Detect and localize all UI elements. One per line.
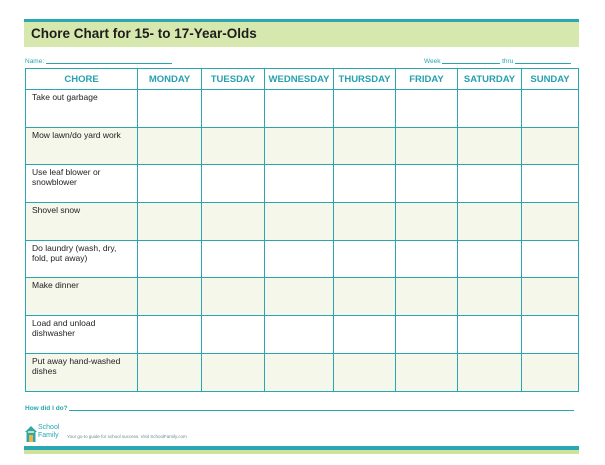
check-cell-thursday[interactable] [334, 278, 396, 316]
check-cell-sunday[interactable] [522, 90, 579, 128]
how-did-i-do [25, 403, 574, 412]
table-row [26, 316, 579, 354]
check-cell-sunday[interactable] [522, 240, 579, 278]
chore-cell [26, 278, 138, 316]
check-cell-tuesday[interactable] [202, 353, 265, 391]
table-row [26, 203, 579, 241]
table-row [26, 90, 579, 128]
check-cell-thursday[interactable] [334, 127, 396, 165]
header-row [26, 69, 579, 90]
check-cell-monday[interactable] [138, 240, 202, 278]
check-cell-friday[interactable] [396, 316, 458, 354]
check-cell-saturday[interactable] [458, 90, 522, 128]
week-start-line[interactable] [442, 56, 500, 64]
chore-label-line: snowblower [32, 177, 77, 188]
chore-label-line: Mow lawn/do yard work [32, 129, 121, 140]
check-cell-friday[interactable] [396, 240, 458, 278]
check-cell-thursday[interactable] [334, 165, 396, 203]
chore-label-line: dishes [32, 365, 57, 376]
check-cell-thursday[interactable] [334, 240, 396, 278]
check-cell-saturday[interactable] [458, 127, 522, 165]
chore-label-line: Shovel snow [32, 205, 81, 216]
check-cell-thursday[interactable] [334, 203, 396, 241]
thru-label: thru [502, 58, 514, 65]
check-cell-monday[interactable] [138, 165, 202, 203]
check-cell-sunday[interactable] [522, 278, 579, 316]
check-cell-friday[interactable] [396, 203, 458, 241]
table-row [26, 353, 579, 391]
check-cell-tuesday[interactable] [202, 240, 265, 278]
check-cell-tuesday[interactable] [202, 165, 265, 203]
page-title: Chore Chart for 15- to 17-Year-Olds [31, 26, 257, 41]
check-cell-saturday[interactable] [458, 165, 522, 203]
check-cell-wednesday[interactable] [265, 203, 334, 241]
check-cell-friday[interactable] [396, 353, 458, 391]
check-cell-tuesday[interactable] [202, 127, 265, 165]
brand-school: School [38, 424, 60, 431]
bottom-band [24, 450, 579, 454]
how-label: How did I do? [25, 405, 68, 412]
check-cell-tuesday[interactable] [202, 278, 265, 316]
check-cell-wednesday[interactable] [265, 278, 334, 316]
col-header-friday: FRIDAY [396, 69, 458, 90]
check-cell-sunday[interactable] [522, 127, 579, 165]
check-cell-monday[interactable] [138, 127, 202, 165]
chore-cell [26, 165, 138, 203]
brand-family: Family [38, 432, 59, 439]
chore-label-line: Do laundry (wash, dry, [32, 242, 117, 253]
check-cell-wednesday[interactable] [265, 316, 334, 354]
check-cell-friday[interactable] [396, 127, 458, 165]
name-line[interactable] [46, 56, 172, 64]
chore-cell [26, 203, 138, 241]
chore-cell [26, 240, 138, 278]
week-end-line[interactable] [515, 56, 571, 64]
check-cell-tuesday[interactable] [202, 90, 265, 128]
col-header-sunday: SUNDAY [522, 69, 579, 90]
check-cell-saturday[interactable] [458, 316, 522, 354]
check-cell-monday[interactable] [138, 353, 202, 391]
week-field[interactable] [424, 56, 571, 65]
chore-cell [26, 127, 138, 165]
check-cell-tuesday[interactable] [202, 316, 265, 354]
check-cell-thursday[interactable] [334, 353, 396, 391]
check-cell-wednesday[interactable] [265, 353, 334, 391]
check-cell-wednesday[interactable] [265, 90, 334, 128]
chore-cell [26, 316, 138, 354]
check-cell-monday[interactable] [138, 90, 202, 128]
col-header-monday: MONDAY [138, 69, 202, 90]
chore-cell [26, 353, 138, 391]
table-row [26, 240, 579, 278]
name-label: Name: [25, 58, 45, 65]
check-cell-monday[interactable] [138, 203, 202, 241]
chore-label-line: Make dinner [32, 280, 79, 291]
chore-label-line: Put away hand-washed [32, 355, 121, 366]
week-label: Week [424, 58, 441, 65]
check-cell-friday[interactable] [396, 90, 458, 128]
check-cell-friday[interactable] [396, 165, 458, 203]
check-cell-monday[interactable] [138, 278, 202, 316]
check-cell-saturday[interactable] [458, 240, 522, 278]
check-cell-sunday[interactable] [522, 316, 579, 354]
check-cell-thursday[interactable] [334, 316, 396, 354]
check-cell-wednesday[interactable] [265, 127, 334, 165]
check-cell-saturday[interactable] [458, 278, 522, 316]
tagline: Your go-to guide for school success. Visit SchoolFamily.com [67, 434, 187, 439]
chore-table [25, 68, 579, 392]
chore-label-line: Use leaf blower or [32, 167, 101, 178]
table-row [26, 127, 579, 165]
check-cell-friday[interactable] [396, 278, 458, 316]
col-header-thursday: THURSDAY [334, 69, 396, 90]
check-cell-thursday[interactable] [334, 90, 396, 128]
chore-label-line: dishwasher [32, 328, 75, 339]
how-line[interactable] [69, 403, 574, 411]
title-band [24, 22, 579, 47]
check-cell-sunday[interactable] [522, 165, 579, 203]
check-cell-sunday[interactable] [522, 203, 579, 241]
col-header-saturday: SATURDAY [458, 69, 522, 90]
table-row [26, 278, 579, 316]
col-header-wednesday: WEDNESDAY [265, 69, 334, 90]
house-icon [25, 426, 37, 442]
check-cell-wednesday[interactable] [265, 165, 334, 203]
check-cell-wednesday[interactable] [265, 240, 334, 278]
check-cell-saturday[interactable] [458, 353, 522, 391]
name-field[interactable] [25, 56, 172, 65]
check-cell-monday[interactable] [138, 316, 202, 354]
check-cell-sunday[interactable] [522, 353, 579, 391]
chore-label-line: Take out garbage [32, 92, 98, 102]
check-cell-tuesday[interactable] [202, 203, 265, 241]
table-row [26, 165, 579, 203]
col-header-tuesday: TUESDAY [202, 69, 265, 90]
chore-label-line: Load and unload [32, 318, 96, 329]
col-header-chore: CHORE [26, 69, 138, 90]
chore-label-line: fold, put away) [32, 252, 88, 263]
chore-cell [26, 90, 138, 128]
check-cell-saturday[interactable] [458, 203, 522, 241]
schoolfamily-logo [25, 424, 67, 444]
